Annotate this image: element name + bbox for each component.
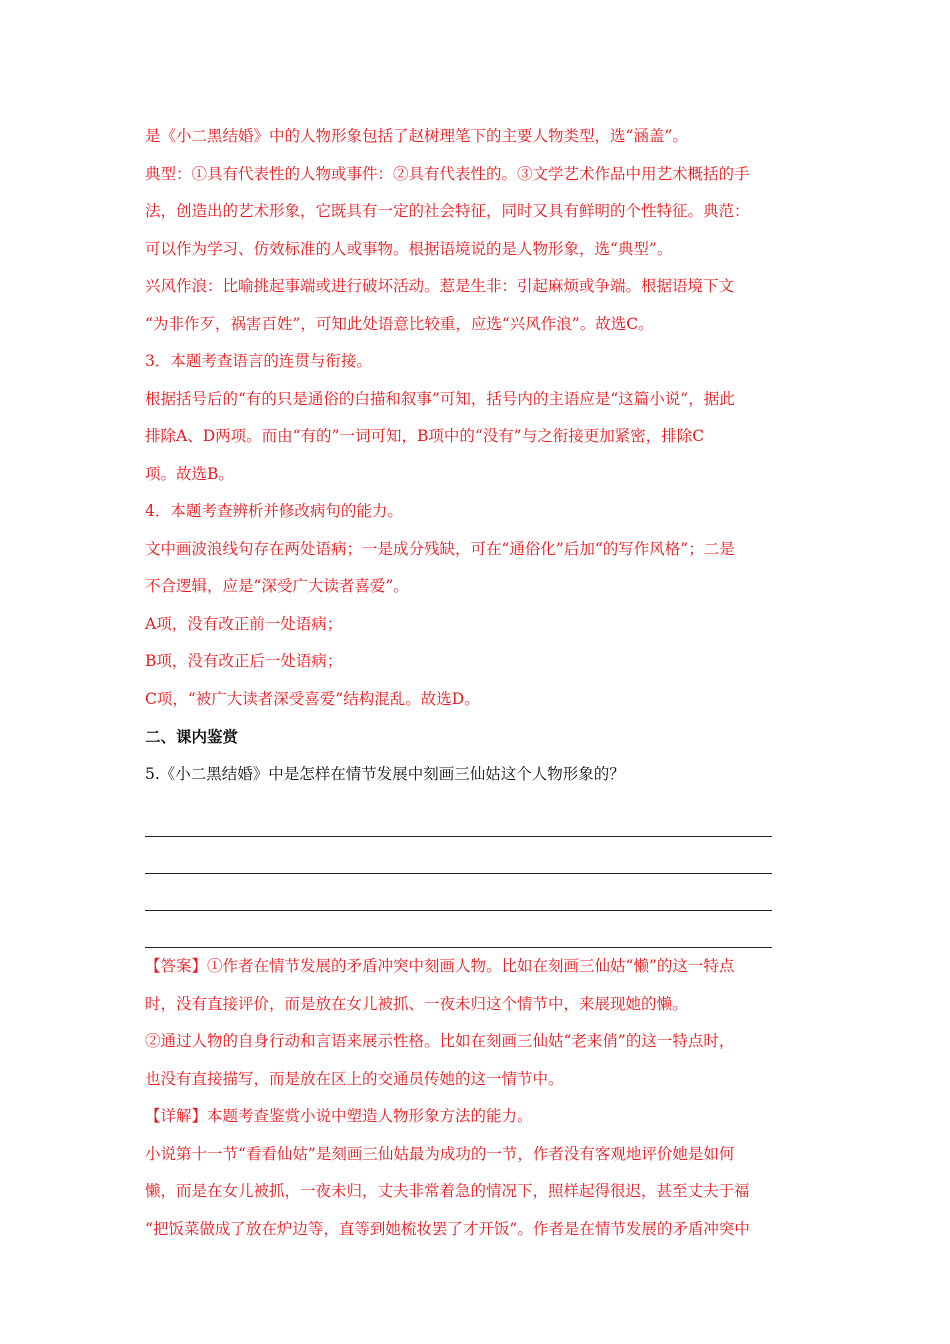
q3-line: 排除A、D两项。而由“有的”一词可知，B项中的“没有”与之衔接更加紧密，排除C	[145, 427, 705, 445]
q4-line: A项，没有改正前一处语病；	[145, 614, 343, 633]
detail-label: 【详解】	[145, 1107, 208, 1125]
explanation-line: 是《小二黑结婚》中的人物形象包括了赵树理笔下的主要人物类型，选“涵盖”。	[145, 127, 688, 145]
answer-label: 【答案】	[145, 957, 208, 975]
answer-line: 也没有直接描写，而是放在区上的交通员传她的这一情节中。	[145, 1069, 564, 1088]
q3-heading: 3．本题考查语言的连贯与衔接。	[145, 352, 372, 370]
document-body	[145, 118, 810, 1248]
q4-line: B项，没有改正后一处语病；	[145, 652, 343, 670]
answer-line: 时，没有直接评价，而是放在女儿被抓、一夜未归这个情节中，来展现她的懒。	[145, 994, 688, 1013]
question-5: 5.《小二黑结婚》中是怎样在情节发展中刻画三仙姑这个人物形象的？	[145, 764, 625, 783]
q4-line: C项，“被广大读者深受喜爱”结构混乱。故选D。	[145, 689, 480, 708]
detail-line: 懒，而是在女儿被抓，一夜未归，丈夫非常着急的情况下，照样起得很迟，甚至丈夫于福	[145, 1182, 750, 1200]
q4-line: 不合逻辑，应是“深受广大读者喜爱”。	[145, 577, 409, 595]
explanation-line: 典型：①具有代表性的人物或事件：②具有代表性的。③文学艺术作品中用艺术概括的手	[145, 164, 750, 183]
answer-blank-line[interactable]	[145, 874, 772, 911]
detail-line: 小说第十一节“看看仙姑”是刻画三仙姑最为成功的一节，作者没有客观地评价她是如何	[145, 1144, 735, 1163]
q3-line: 项。故选B。	[145, 464, 234, 483]
q4-heading: 4．本题考查辨析并修改病句的能力。	[145, 502, 403, 520]
detail-line: “把饭菜做成了放在炉边等，直等到她梳妆罢了才开饭”。作者是在情节发展的矛盾冲突中	[145, 1219, 750, 1238]
explanation-line: “为非作歹，祸害百姓”，可知此处语意比较重，应选“兴风作浪”。故选C。	[145, 314, 654, 333]
explanation-line: 法，创造出的艺术形象，它既具有一定的社会特征，同时又具有鲜明的个性特征。典范：	[145, 202, 750, 220]
detail-line	[145, 1098, 810, 1136]
explanation-line: 兴风作浪：比喻挑起事端或进行破坏活动。惹是生非：引起麻烦或争端。根据语境下文	[145, 277, 735, 295]
q3-line: 根据括号后的“有的只是通俗的白描和叙事”可知，括号内的主语应是“这篇小说”，据此	[145, 389, 735, 408]
answer-blank-line[interactable]	[145, 837, 772, 874]
detail-text: 本题考查鉴赏小说中塑造人物形象方法的能力。	[207, 1107, 533, 1125]
answer-lines	[145, 793, 810, 948]
explanation-line: 可以作为学习、仿效标准的人或事物。根据语境说的是人物形象，选“典型”。	[145, 239, 673, 258]
answer-text: ①作者在情节发展的矛盾冲突中刻画人物。比如在刻画三仙姑“懒”的这一特点	[207, 957, 735, 975]
q4-line: 文中画波浪线句存在两处语病；一是成分残缺，可在“通俗化”后加“的写作风格”；二是	[145, 539, 735, 558]
answer-line	[145, 948, 810, 986]
section-title: 二、课内鉴赏	[145, 727, 239, 746]
answer-line: ②通过人物的自身行动和言语来展示性格。比如在刻画三仙姑“老来俏”的这一特点时，	[145, 1032, 735, 1050]
answer-blank-line[interactable]	[145, 800, 772, 837]
answer-blank-line[interactable]	[145, 911, 772, 948]
